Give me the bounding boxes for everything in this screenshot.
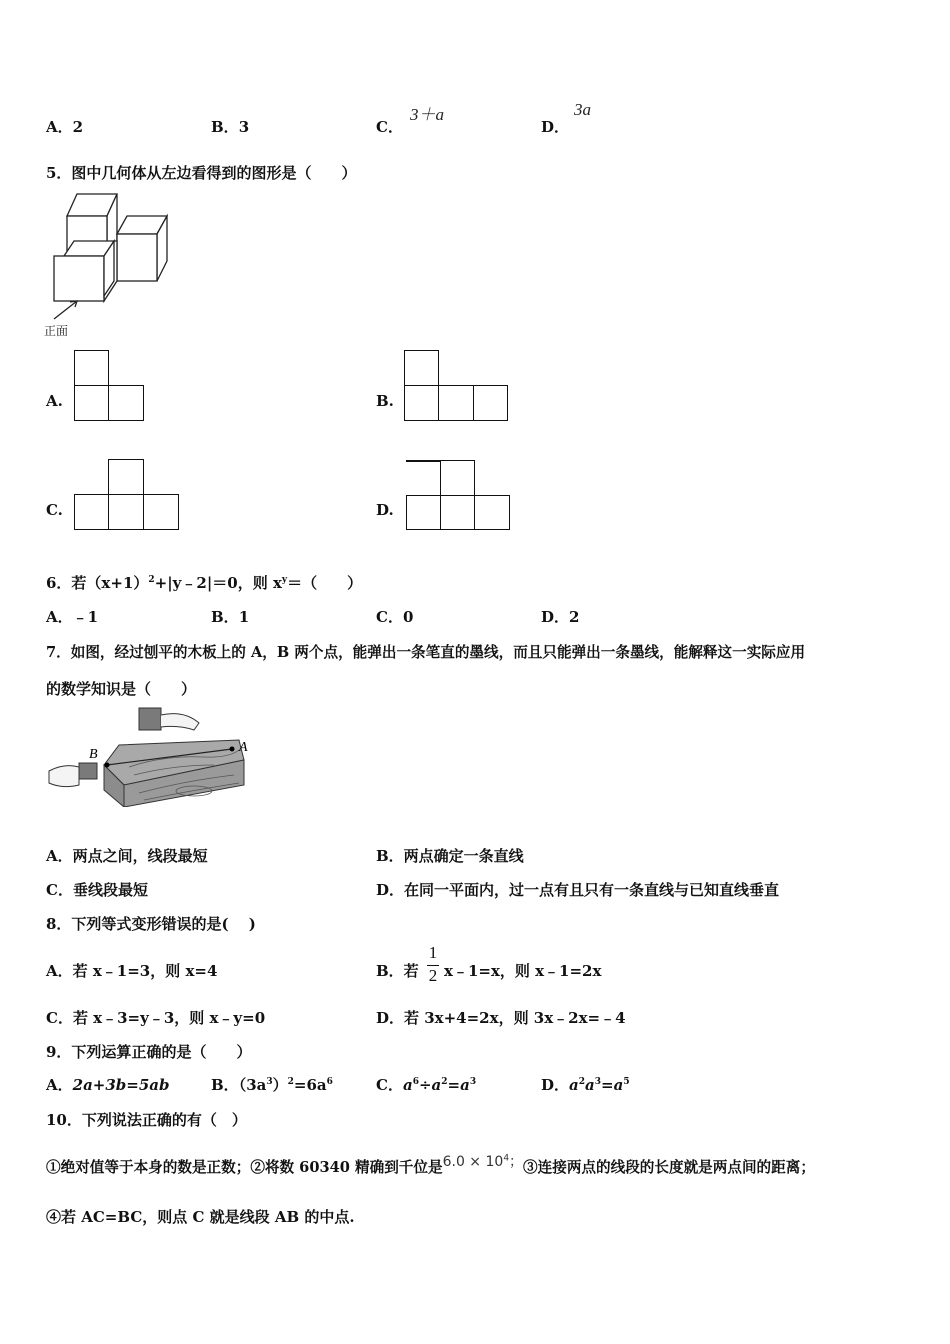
point-a-label: A [239, 740, 248, 755]
point-a-marker [230, 747, 235, 752]
q7-stem-line2: 的数学知识是（ ） [46, 680, 197, 698]
q4-option-d-label: D． [541, 118, 570, 136]
front-label: 正面 [44, 324, 69, 338]
q5-stem: 5．图中几何体从左边看得到的图形是（ ） [46, 164, 357, 182]
q5-option-c-label: C. [46, 501, 63, 519]
q4-option-d-expression: 3a [574, 100, 591, 119]
q6-stem: 6．若$(x+1)^2+|y﹣2|=0$，则 $x^y=$（ ） [46, 574, 363, 592]
q6-option-b: B．1 [211, 608, 250, 626]
q4-option-c-label: C． [376, 118, 403, 136]
q4-option-c-expression: 3＋a [410, 105, 444, 124]
q10-statement-line2: ④若 AC=BC，则点 C 就是线段 AB 的中点. [46, 1208, 355, 1226]
q6-option-d: D．2 [541, 608, 580, 626]
q9-option-a: A．2a+3b=5ab [46, 1076, 170, 1094]
point-b-label: B [89, 747, 98, 762]
q6-option-a: A．﹣1 [46, 608, 99, 626]
q8-fraction-denominator: 2 [428, 966, 438, 985]
q9-option-d: D．$a^2a^3=a^5$ [541, 1076, 630, 1094]
q9-option-c: C．$a^6\div a^2=a^3$ [376, 1076, 477, 1094]
q9-option-b: B．$(3a^3)^2=6a^6$ [211, 1076, 333, 1094]
q5-option-b-label: B. [376, 392, 394, 410]
cube-front-face [54, 256, 104, 301]
front-view-arrow [54, 301, 77, 319]
q10-statement-line1: ①绝对值等于本身的数是正数；②将数 60340 精确到千位是$6.0 \times 10^4$；③连接两点的线段的长度就是两点间的距离； [46, 1153, 815, 1176]
q8-option-a: A．若 x﹣1=3，则 x=4 [46, 962, 218, 980]
hand-block [139, 708, 161, 730]
q7-wood-board-illustration [44, 705, 254, 807]
q8-option-b-pre: B．若 [376, 962, 419, 980]
q4-option-a: A．2 [46, 118, 84, 136]
q8-option-c: C．若 x﹣3=y﹣3，则 x﹣y=0 [46, 1009, 266, 1027]
q9-stem: 9．下列运算正确的是（ ） [46, 1043, 252, 1061]
q4-option-b: B．3 [211, 118, 250, 136]
q10-stem: 10．下列说法正确的有（ ） [46, 1111, 247, 1129]
q5-solid-figure [44, 186, 174, 341]
q6-option-c: C．0 [376, 608, 414, 626]
ink-pot [79, 763, 97, 779]
q8-option-b-post: x﹣1=x，则 x﹣1=2x [444, 962, 602, 980]
q8-stem: 8．下列等式变形错误的是( ) [46, 915, 256, 933]
q7-option-d: D．在同一平面内，过一点有且只有一条直线与已知直线垂直 [376, 881, 780, 899]
q5-option-d-label: D. [376, 501, 394, 519]
q7-option-a: A．两点之间，线段最短 [46, 847, 208, 865]
q7-option-c: C．垂线段最短 [46, 881, 148, 899]
scientific-notation: $6.0 \times 10^4$； [442, 1153, 524, 1170]
q5-option-a-label: A. [46, 392, 63, 410]
q7-option-b: B．两点确定一条直线 [376, 847, 524, 865]
hand-left [49, 766, 79, 787]
point-b-marker [105, 763, 110, 768]
cube-front-face [117, 234, 157, 281]
q8-fraction-numerator: 1 [428, 943, 438, 962]
q8-option-d: D．若 3x+4=2x，则 3x﹣2x=﹣4 [376, 1009, 626, 1027]
q7-stem-line1: 7．如图，经过刨平的木板上的 A，B 两个点，能弹出一条笔直的墨线，而且只能弹出一条墨线，能解释这一实际应用 [46, 644, 806, 661]
